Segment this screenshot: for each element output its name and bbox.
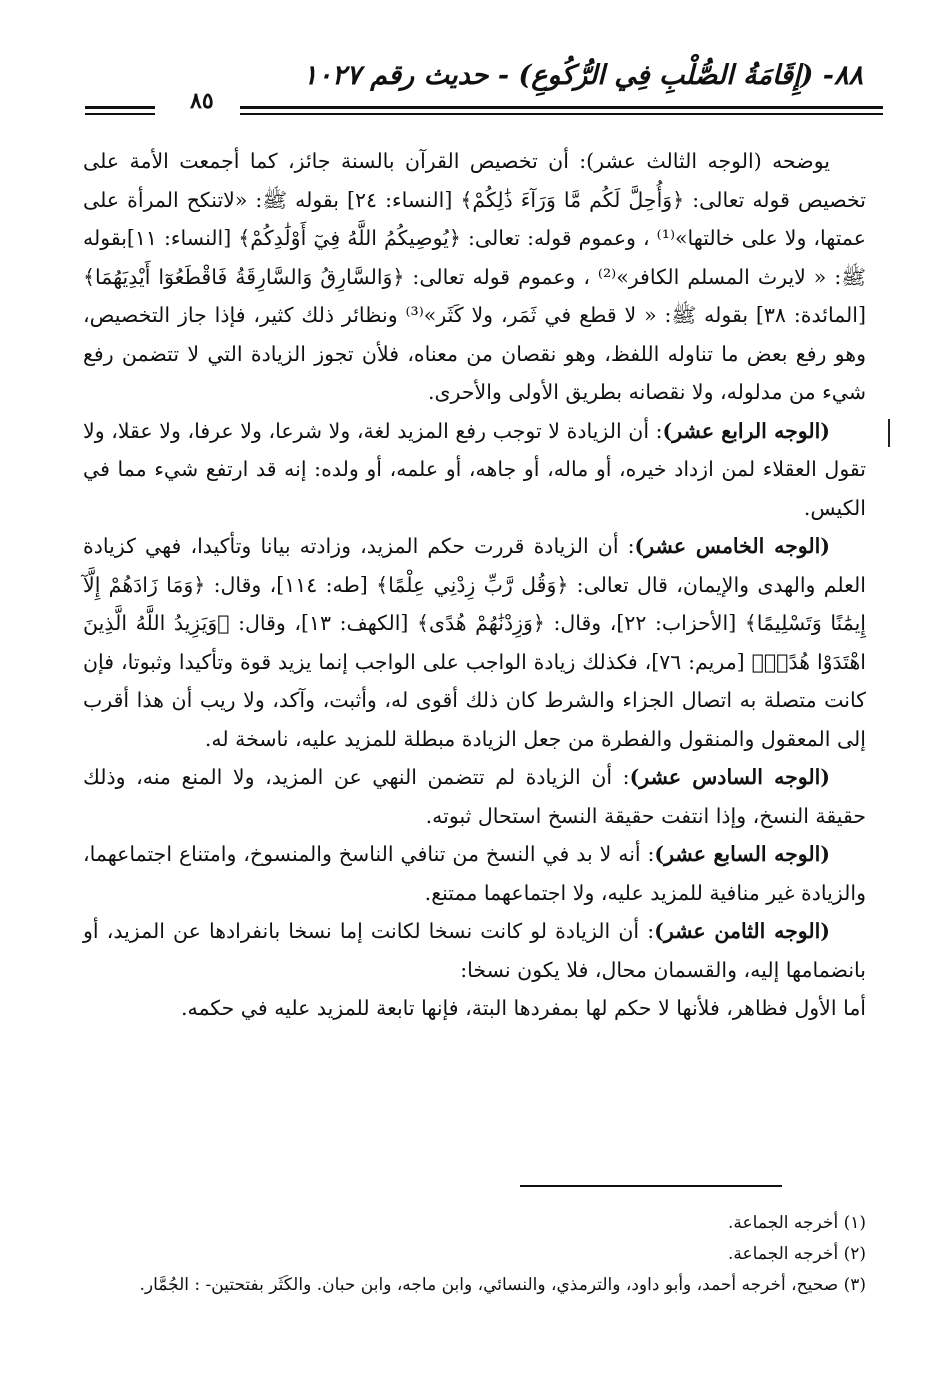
header-rule-short-lower (85, 113, 155, 115)
section-heading: (الوجه السادس عشر) (629, 765, 831, 789)
header-rule (240, 106, 883, 109)
paragraph: (الوجه الرابع عشر): أن الزيادة لا توجب رفع المزيد لغة، ولا شرعا، ولا عرفا، ولا عقلا، ولا تقول العقلاء لمن ازداد خيره، أو ماله، أو جاهه، أو علمه، أو ولده: إنه قد ارتفع شيء مما في الكيس. (83, 418, 866, 520)
margin-mark (888, 419, 890, 447)
running-title: ٨٨- (إِقَامَةُ الصُّلْبِ فِي الرُّكُوعِ) - حديث رقم ١٠٢٧ (302, 60, 863, 91)
paragraph: (الوجه الخامس عشر): أن الزيادة قررت حكم المزيد، وزادته بيانا وتأكيدا، فهي كزيادة العلم والهدى والإيمان، قال تعالى: ﴿وَقُل رَّبِّ زِدْنِي عِلْمًا﴾ [طه: ١١٤]، وقال: ﴿وَمَا زَادَهُمْ إِلَّآ إِيمَٰنًا وَتَسْلِيمًا﴾ [الأحزاب: ٢٢]، وقال: ﴿وَزِدْنَٰهُمْ هُدًى﴾ [الكهف: ١٣]، وقال: ﴿وَيَزِيدُ اللَّهُ الَّذِينَ اهْتَدَوْا هُدًىۗ﴾ [مريم: ٧٦]، فكذلك زيادة الواجب على الواجب إنما يزيد قوة وتأكيدا وثبوتا، فإن كانت متصلة به اتصال الجزاء والشرط كان ذلك أقوى له، وأثبت، وآكد، ولا ريب أن هذا أقرب إلى المعقول والمنقول والفطرة من جعل الزيادة مبطلة للمزيد عليه، ناسخة له. (83, 534, 866, 751)
main-text (83, 142, 866, 1028)
section-heading: (الوجه الخامس عشر) (634, 534, 830, 558)
section-heading: (الوجه الثامن عشر) (654, 919, 830, 943)
header-rule-short (85, 106, 155, 109)
paragraph: يوضحه (الوجه الثالث عشر): أن تخصيص القرآن بالسنة جائز، كما أجمعت الأمة على تخصيص قوله تعالى: ﴿وَأُحِلَّ لَكُم مَّا وَرَآءَ ذَٰلِكُمْ﴾ [النساء: ٢٤] بقوله ﷺ: «لاتنكح المرأة على عمتها، ولا على خالتها»⁽¹⁾ ، وعموم قوله: تعالى: ﴿يُوصِيكُمُ اللَّهُ فِيٓ أَوْلَٰدِكُمْ﴾ [النساء: ١١]بقوله ﷺ: « لايرث المسلم الكافر»⁽²⁾ ، وعموم قوله تعالى: ﴿وَالسَّارِقُ وَالسَّارِقَةُ فَاقْطَعُوٓا أَيْدِيَهُمَا﴾ [المائدة: ٣٨] بقوله ﷺ: « لا قطع في ثَمَر، ولا كَثَر»⁽³⁾ ونظائر ذلك كثير، فإذا جاز التخصيص، وهو رفع بعض ما تناوله اللفظ، وهو نقصان من معناه، فلأن تجوز الزيادة التي لا تتضمن رفع شيء من مدلوله، ولا نقصانه بطريق الأولى والأحرى. (83, 149, 867, 404)
section-heading: (الوجه السابع عشر) (654, 842, 830, 866)
footnote: (٣) صحيح، أخرجه أحمد، وأبو داود، والترمذي، والنسائي، وابن ماجه، وابن حبان. والكَثَر بفتحتين- : الجُمَّار. (139, 1275, 866, 1295)
paragraph: (الوجه الثامن عشر): أن الزيادة لو كانت نسخا لكانت إما نسخا بانفرادها عن المزيد، أو بانضمامها إليه، والقسمان محال، فلا يكون نسخا: (83, 919, 866, 982)
footnotes (83, 1208, 866, 1301)
header-rule-lower (240, 113, 883, 115)
paragraph: أما الأول فظاهر، فلأنها لا حكم لها بمفردها البتة، فإنها تابعة للمزيد عليه في حكمه. (180, 996, 866, 1020)
section-heading: (الوجه الرابع عشر) (662, 418, 830, 443)
footnote: (١) أخرجه الجماعة. (727, 1213, 866, 1233)
footnote-separator (520, 1185, 782, 1187)
paragraph: (الوجه السادس عشر): أن الزيادة لم تتضمن النهي عن المزيد، ولا المنع منه، وذلك حقيقة النسخ، وإذا انتفت حقيقة النسخ استحال ثبوته. (83, 765, 866, 828)
footnote: (٢) أخرجه الجماعة. (727, 1244, 866, 1264)
page-header (85, 60, 863, 120)
page-number: ٨٥ (190, 88, 214, 114)
paragraph: (الوجه السابع عشر): أنه لا بد في النسخ من تنافي الناسخ والمنسوخ، وامتناع اجتماعهما، والزيادة غير منافية للمزيد عليه، ولا اجتماعهما ممتنع. (83, 842, 866, 905)
